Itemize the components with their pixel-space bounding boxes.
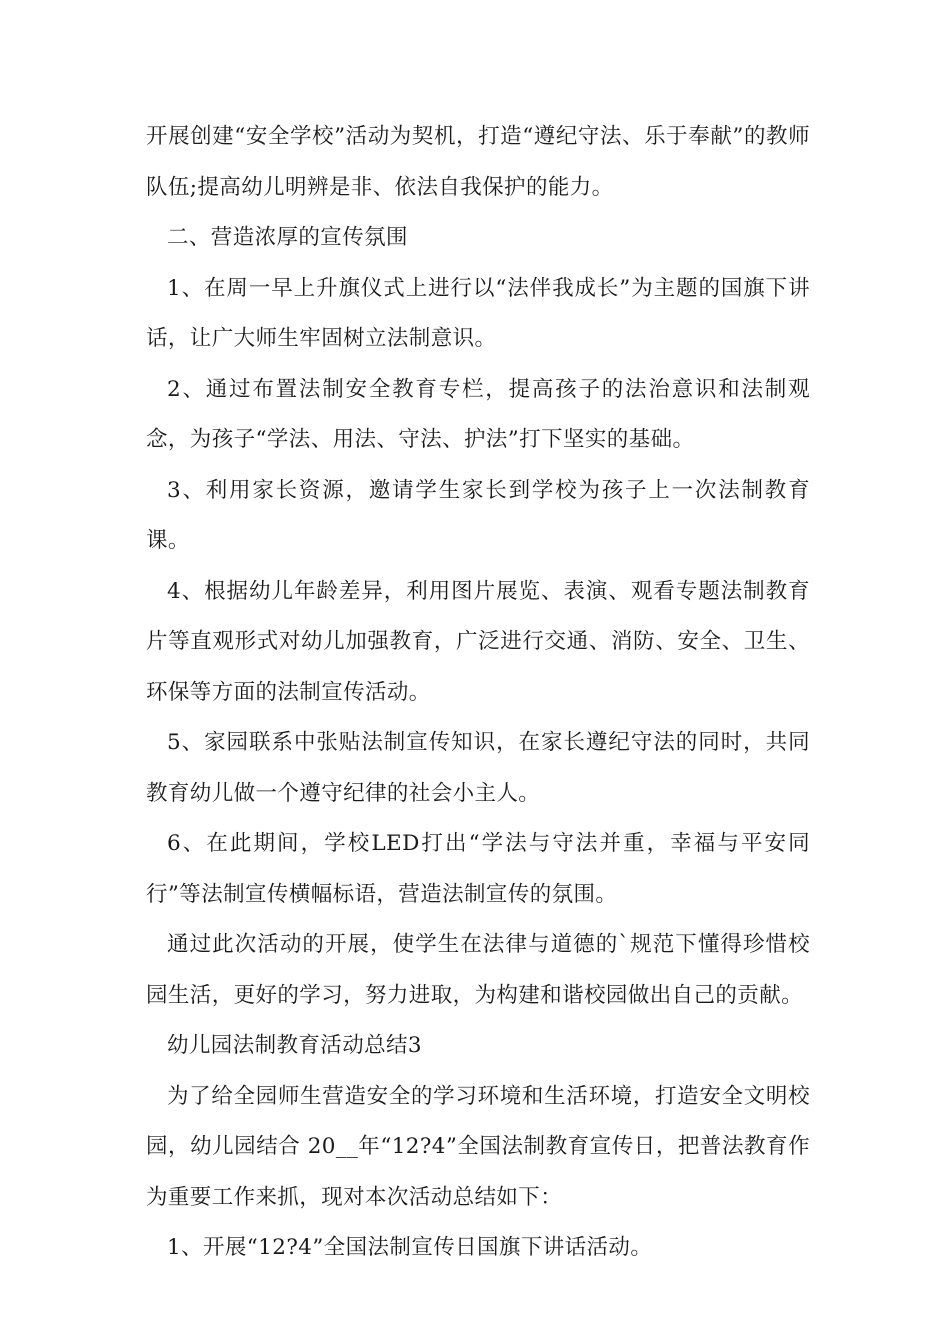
document-body — [146, 112, 810, 1274]
paragraph: 4、根据幼儿年龄差异，利用图片展览、表演、观看专题法制教育片等直观形式对幼儿加强教育，广泛进行交通、消防、安全、卫生、环保等方面的法制宣传活动。 — [146, 578, 810, 705]
paragraph: 1、在周一早上升旗仪式上进行以“法伴我成长”为主题的国旗下讲话，让广大师生牢固树立法制意识。 — [146, 275, 810, 351]
paragraph: 3、利用家长资源，邀请学生家长到学校为孩子上一次法制教育课。 — [146, 477, 810, 553]
paragraph: 2、通过布置法制安全教育专栏，提高孩子的法治意识和法制观念，为孩子“学法、用法、守法、护法”打下坚实的基础。 — [146, 376, 810, 452]
section-heading: 二、营造浓厚的宣传氛围 — [167, 225, 408, 250]
paragraph: 5、家园联系中张贴法制宣传知识，在家长遵纪守法的同时，共同教育幼儿做一个遵守纪律的社会小主人。 — [146, 730, 810, 806]
paragraph: 为了给全园师生营造安全的学习环境和生活环境，打造安全文明校园，幼儿园结合 20__年“12?4”全国法制教育宣传日，把普法教育作为重要工作来抓，现对本次活动总结如下： — [146, 1083, 810, 1210]
section-title: 幼儿园法制教育活动总结3 — [167, 1033, 422, 1058]
paragraph: 开展创建“安全学校”活动为契机，打造“遵纪守法、乐于奉献”的教师队伍;提高幼儿明辨是非、依法自我保护的能力。 — [146, 124, 810, 200]
paragraph: 6、在此期间，学校LED打出“学法与守法并重，幸福与平安同行”等法制宣传横幅标语，营造法制宣传的氛围。 — [146, 831, 810, 907]
paragraph: 通过此次活动的开展，使学生在法律与道德的`规范下懂得珍惜校园生活，更好的学习，努力进取，为构建和谐校园做出自己的贡献。 — [146, 932, 810, 1008]
paragraph: 1、开展“12?4”全国法制宣传日国旗下讲话活动。 — [167, 1235, 653, 1260]
